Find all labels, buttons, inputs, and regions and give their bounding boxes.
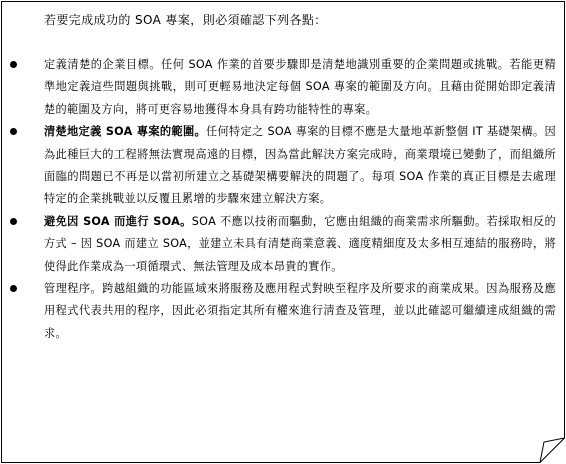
- bullet-icon: [10, 285, 17, 292]
- item-text: 管理程序。跨越組織的功能區域來將服務及應用程式對映至程序及所要求的商業成果。因為服務及應用程式代表共用的程序，因此必須指定其所有權來進行淸查及管理，並以此確認可繼續達成組織的需求。: [44, 282, 556, 340]
- bullet-icon: [10, 218, 17, 225]
- bullet-icon: [10, 61, 17, 68]
- bullet-icon: [10, 128, 17, 135]
- item-lead: 清楚地定義 SOA 專案的範圍。: [44, 125, 206, 139]
- item-text: SOA 不應以技術而驅動，它應由組織的商業需求所驅動。若採取相反的方式 – 因 SOA 而建立 SOA，並建立未具有清楚商業意義、適度精細度及太多相互連結的服務時，將使得此作業成為一項循環式、無法管理及成本昂貴的實作。: [44, 214, 556, 273]
- intro-line: 若要完成成功的 SOA 專案，則必須確認下列各點：: [44, 13, 327, 27]
- list-item: [8, 121, 556, 211]
- item-lead: 避免因 SOA 而進行 SOA。: [44, 214, 192, 228]
- list-item: [8, 278, 556, 345]
- list-item: [8, 211, 556, 278]
- item-text: 任何特定之 SOA 專案的目標不應是大量地革新整個 IT 基礎架構。因為此種巨大的工程將無法實現高遠的目標，因為當此解決方案完成時，商業環境已變動了，而組織所面臨的問題已不再是以當初所建立之基礎架構要解決的問題了。每項 SOA 作業的真正目標是去處理特定的企業挑戰並以反覆且累增的步驟來建立解決方案。: [44, 125, 556, 206]
- item-text: 定義清楚的企業目標。任何 SOA 作業的首要步驟即是清楚地識別重要的企業問題或挑戰。若能更精準地定義這些問題與挑戰，則可更輕易地決定每個 SOA 專案的範圍及方向。且藉由從開始即定義清楚的範圍及方向，將可更容易地獲得本身具有跨功能特性的專案。: [44, 58, 556, 116]
- requirements-list: [8, 54, 556, 345]
- list-item: [8, 54, 556, 121]
